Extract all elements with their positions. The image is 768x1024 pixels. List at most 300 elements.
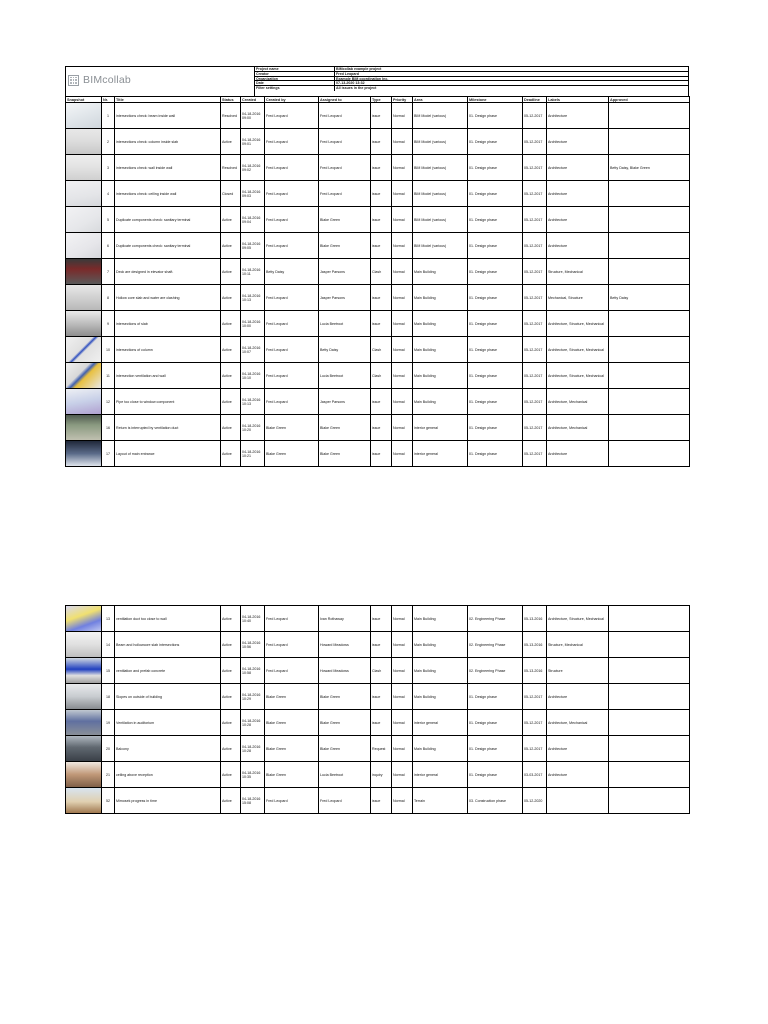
issue-assigned-to: Blake Green <box>319 441 371 467</box>
column-header: Snapshot <box>66 97 102 103</box>
issue-assigned-to: Lucia Beetroot <box>319 363 371 389</box>
created-time: 10:13 <box>242 401 251 406</box>
column-header: Nr. <box>102 97 115 103</box>
issue-created-by: Blake Green <box>265 762 319 788</box>
issue-approved <box>609 632 690 658</box>
issue-milestone: 01. Design phase <box>468 441 523 467</box>
issue-deadline: 05-12-2017 <box>523 337 547 363</box>
issue-type: issue <box>371 632 392 658</box>
snapshot-thumbnail[interactable] <box>66 285 101 310</box>
issue-title[interactable]: Return is interrupted by ventilation duct <box>115 415 221 441</box>
issue-created <box>241 207 265 233</box>
issue-milestone: 02. Engineering Phase <box>468 606 523 632</box>
issue-assigned-to: Blake Green <box>319 207 371 233</box>
column-header: Created <box>241 97 265 103</box>
issue-title[interactable]: Layout of main entrance <box>115 441 221 467</box>
issue-status: Active <box>221 762 241 788</box>
issue-title[interactable]: intersections check: beam inside wall <box>115 103 221 129</box>
snapshot-thumbnail[interactable] <box>66 129 101 154</box>
snapshot-thumbnail[interactable] <box>66 736 101 761</box>
snapshot-cell <box>66 311 102 337</box>
created-date: 04-18-2016 <box>242 267 261 272</box>
issue-type: issue <box>371 233 392 259</box>
issue-created-by: Fred Leopard <box>265 207 319 233</box>
issue-type: issue <box>371 441 392 467</box>
issue-priority: Normal <box>392 710 413 736</box>
snapshot-thumbnail[interactable] <box>66 658 101 683</box>
issue-approved <box>609 363 690 389</box>
issues-table-1 <box>65 96 690 467</box>
issue-created <box>241 441 265 467</box>
issue-priority: Normal <box>392 207 413 233</box>
snapshot-thumbnail[interactable] <box>66 389 101 414</box>
snapshot-cell <box>66 684 102 710</box>
issue-area: Main Building <box>413 363 468 389</box>
issue-deadline: 05-13-2016 <box>523 632 547 658</box>
issue-approved <box>609 606 690 632</box>
issue-approved <box>609 181 690 207</box>
issue-title[interactable]: Duplicate components check: sanitary terminal <box>115 207 221 233</box>
snapshot-thumbnail[interactable] <box>66 415 101 440</box>
table-row[interactable] <box>66 736 690 762</box>
issue-area: Main Building <box>413 311 468 337</box>
table-row[interactable] <box>66 658 690 684</box>
meta-value: All issues in the project <box>336 86 377 91</box>
issue-assigned-to: Howard Meadows <box>319 658 371 684</box>
issue-milestone: 01. Design phase <box>468 337 523 363</box>
issue-priority: Normal <box>392 285 413 311</box>
snapshot-thumbnail[interactable] <box>66 788 101 813</box>
issue-labels: Structure, Mechanical <box>547 259 609 285</box>
issue-title[interactable]: ventilation duct too close to wall <box>115 606 221 632</box>
issue-deadline: 05-12-2017 <box>523 710 547 736</box>
issue-milestone: 01. Design phase <box>468 259 523 285</box>
meta-value: 07-13-2020 13:32 <box>336 81 365 86</box>
issue-status: Active <box>221 788 241 814</box>
issue-title[interactable]: intersections of slab <box>115 311 221 337</box>
issue-area: BIM Model (various) <box>413 129 468 155</box>
issue-status: Resolved <box>221 103 241 129</box>
issue-title[interactable]: intersections check: ceiling inside wall <box>115 181 221 207</box>
issue-area: Main Building <box>413 658 468 684</box>
issue-area: Main Building <box>413 632 468 658</box>
issue-assigned-to: Jasper Parsons <box>319 259 371 285</box>
snapshot-thumbnail[interactable] <box>66 259 101 284</box>
issue-approved <box>609 736 690 762</box>
issue-priority: Normal <box>392 259 413 285</box>
issue-created-by: Fred Leopard <box>265 632 319 658</box>
issue-milestone: 01. Design phase <box>468 207 523 233</box>
issue-created <box>241 155 265 181</box>
issue-labels: Architecture <box>547 684 609 710</box>
issue-number: 17 <box>102 441 115 467</box>
table-row[interactable] <box>66 632 690 658</box>
issue-area: interior general <box>413 710 468 736</box>
issue-priority: Normal <box>392 311 413 337</box>
table-row[interactable] <box>66 788 690 814</box>
issue-status: Active <box>221 311 241 337</box>
issue-number: 16 <box>102 415 115 441</box>
snapshot-cell <box>66 103 102 129</box>
issue-deadline: 05-12-2017 <box>523 259 547 285</box>
issue-milestone: 02. Engineering Phase <box>468 658 523 684</box>
table-row[interactable] <box>66 129 690 155</box>
issue-deadline: 03-03-2017 <box>523 762 547 788</box>
issue-title[interactable]: Deck are designed in elevator shaft. <box>115 259 221 285</box>
table-row[interactable] <box>66 684 690 710</box>
created-time: 10:10 <box>242 375 251 380</box>
issue-labels: Mechanical, Structure <box>547 285 609 311</box>
issue-type: issue <box>371 606 392 632</box>
issue-created-by: Fred Leopard <box>265 103 319 129</box>
issue-title[interactable]: ceiling above reception <box>115 762 221 788</box>
issue-created <box>241 658 265 684</box>
snapshot-thumbnail[interactable] <box>66 606 101 631</box>
issue-title[interactable]: intersections of column <box>115 337 221 363</box>
created-date: 04-18-2016 <box>242 319 261 324</box>
issue-approved: Betty Daisy, Blake Green <box>609 155 690 181</box>
issue-title[interactable]: intersection ventilation and wall <box>115 363 221 389</box>
issue-type: issue <box>371 389 392 415</box>
created-time: 10:13 <box>242 297 251 302</box>
issue-area: BIM Model (various) <box>413 155 468 181</box>
created-date: 04-18-2016 <box>242 796 261 801</box>
issue-priority: Normal <box>392 441 413 467</box>
created-date: 04-18-2016 <box>242 423 261 428</box>
issue-status: Active <box>221 363 241 389</box>
issue-created-by: Blake Green <box>265 736 319 762</box>
snapshot-cell <box>66 337 102 363</box>
issue-created <box>241 606 265 632</box>
issue-created <box>241 311 265 337</box>
column-header: Assigned to <box>319 97 371 103</box>
snapshot-thumbnail[interactable] <box>66 233 101 258</box>
issue-assigned-to: Blake Green <box>319 684 371 710</box>
issue-priority: Normal <box>392 658 413 684</box>
issue-type: issue <box>371 788 392 814</box>
table-row[interactable] <box>66 259 690 285</box>
issue-approved <box>609 788 690 814</box>
snapshot-cell <box>66 441 102 467</box>
issue-status: Active <box>221 129 241 155</box>
created-date: 04-18-2016 <box>242 215 261 220</box>
report-page-1 <box>65 66 689 467</box>
issue-approved <box>609 415 690 441</box>
created-date: 04-18-2016 <box>242 371 261 376</box>
issue-created <box>241 389 265 415</box>
meta-key: Date <box>255 81 335 85</box>
issue-assigned-to: Blake Green <box>319 736 371 762</box>
issue-number: 4 <box>102 181 115 207</box>
issue-status: Active <box>221 441 241 467</box>
created-date: 04-18-2016 <box>242 692 261 697</box>
issue-milestone: 02. Engineering Phase <box>468 632 523 658</box>
bimcollab-logo-icon <box>68 75 79 86</box>
issue-title[interactable]: Duplicate components check: sanitary terminal <box>115 233 221 259</box>
issue-labels: Architecture <box>547 441 609 467</box>
issue-priority: Normal <box>392 103 413 129</box>
table-row[interactable] <box>66 389 690 415</box>
meta-key: Creator <box>255 72 335 76</box>
issue-title[interactable]: Mimosek progress in time <box>115 788 221 814</box>
issue-number: 9 <box>102 311 115 337</box>
issue-title[interactable]: Slopes on outside of building <box>115 684 221 710</box>
issue-milestone: 01. Design phase <box>468 684 523 710</box>
issue-labels: Architecture, Mechanical <box>547 710 609 736</box>
issue-type: Clash <box>371 337 392 363</box>
issue-created-by: Betty Daisy <box>265 259 319 285</box>
table-row[interactable] <box>66 762 690 788</box>
issue-title[interactable]: Ventilation in auditorium <box>115 710 221 736</box>
issue-type: issue <box>371 129 392 155</box>
table-row[interactable] <box>66 710 690 736</box>
table-row[interactable] <box>66 103 690 129</box>
table-row[interactable] <box>66 181 690 207</box>
created-date: 04-18-2016 <box>242 614 261 619</box>
created-date: 04-18-2016 <box>242 640 261 645</box>
column-header: Area <box>413 97 468 103</box>
issue-created <box>241 129 265 155</box>
issue-type: inquiry <box>371 762 392 788</box>
issue-area: Main Building <box>413 389 468 415</box>
issue-deadline: 05-12-2017 <box>523 285 547 311</box>
created-time: 10:11 <box>242 271 251 276</box>
table-row[interactable] <box>66 285 690 311</box>
issue-priority: Normal <box>392 736 413 762</box>
issue-labels: Architecture <box>547 181 609 207</box>
issue-area: interior general <box>413 762 468 788</box>
issue-area: BIM Model (various) <box>413 103 468 129</box>
created-time: 15:08 <box>242 800 251 805</box>
issue-area: BIM Model (various) <box>413 233 468 259</box>
issue-type: issue <box>371 181 392 207</box>
issue-title[interactable]: intersections check: column inside slab <box>115 129 221 155</box>
issue-number: 20 <box>102 736 115 762</box>
issue-title[interactable]: Hollow core slab and water are clashing <box>115 285 221 311</box>
table-row[interactable] <box>66 155 690 181</box>
report-page-2 <box>65 605 689 814</box>
issue-priority: Normal <box>392 129 413 155</box>
table-row[interactable] <box>66 337 690 363</box>
issue-area: BIM Model (various) <box>413 207 468 233</box>
issue-deadline: 05-12-2017 <box>523 181 547 207</box>
issue-labels: Structure <box>547 658 609 684</box>
table-row[interactable] <box>66 415 690 441</box>
issue-number: 12 <box>102 389 115 415</box>
issue-priority: Normal <box>392 337 413 363</box>
issue-approved <box>609 207 690 233</box>
table-row[interactable] <box>66 363 690 389</box>
issue-milestone: 01. Design phase <box>468 285 523 311</box>
issue-created-by: Fred Leopard <box>265 658 319 684</box>
snapshot-thumbnail[interactable] <box>66 103 101 128</box>
meta-key: Filter settings <box>255 86 335 91</box>
snapshot-thumbnail[interactable] <box>66 155 101 180</box>
snapshot-thumbnail[interactable] <box>66 207 101 232</box>
issue-priority: Normal <box>392 762 413 788</box>
issue-deadline: 05-12-2017 <box>523 736 547 762</box>
issue-deadline: 05-12-2017 <box>523 363 547 389</box>
issue-labels: Architecture <box>547 129 609 155</box>
issue-labels: Architecture, Mechanical <box>547 415 609 441</box>
issue-milestone: 01. Design phase <box>468 155 523 181</box>
snapshot-thumbnail[interactable] <box>66 311 101 336</box>
issue-deadline: 05-12-2017 <box>523 233 547 259</box>
issue-approved <box>609 441 690 467</box>
issue-labels: Architecture <box>547 207 609 233</box>
issue-status: Closed <box>221 181 241 207</box>
issue-created <box>241 363 265 389</box>
issue-deadline: 05-12-2017 <box>523 311 547 337</box>
issue-created-by: Blake Green <box>265 710 319 736</box>
created-time: 10:28 <box>242 748 251 753</box>
created-time: 09:05 <box>242 245 251 250</box>
issue-title[interactable]: Pipe too close to window component <box>115 389 221 415</box>
issue-number: 52 <box>102 788 115 814</box>
table-row[interactable] <box>66 233 690 259</box>
issue-labels: Architecture, Structure, Mechanical <box>547 363 609 389</box>
issue-area: BIM Model (various) <box>413 181 468 207</box>
issue-status: Active <box>221 233 241 259</box>
created-time: 10:56 <box>242 644 251 649</box>
issue-status: Active <box>221 684 241 710</box>
issue-status: Active <box>221 285 241 311</box>
snapshot-cell <box>66 415 102 441</box>
issue-title[interactable]: Balcony <box>115 736 221 762</box>
issue-priority: Normal <box>392 788 413 814</box>
issue-priority: Normal <box>392 684 413 710</box>
issue-created <box>241 415 265 441</box>
snapshot-thumbnail[interactable] <box>66 337 101 362</box>
snapshot-cell <box>66 658 102 684</box>
issue-created-by: Fred Leopard <box>265 337 319 363</box>
issue-milestone: 01. Design phase <box>468 129 523 155</box>
issue-deadline: 05-12-2017 <box>523 441 547 467</box>
issue-labels <box>547 788 609 814</box>
issue-area: interior general <box>413 415 468 441</box>
issue-approved <box>609 762 690 788</box>
issue-assigned-to: Ivan Rothaway <box>319 606 371 632</box>
issue-status: Active <box>221 259 241 285</box>
issue-approved <box>609 710 690 736</box>
issue-deadline: 05-12-2017 <box>523 684 547 710</box>
issue-created-by: Blake Green <box>265 415 319 441</box>
created-date: 04-18-2016 <box>242 449 261 454</box>
issue-assigned-to: Fred Leopard <box>319 181 371 207</box>
issue-deadline: 05-12-2020 <box>523 788 547 814</box>
issue-approved <box>609 259 690 285</box>
created-time: 10:20 <box>242 427 251 432</box>
snapshot-cell <box>66 233 102 259</box>
created-time: 09:01 <box>242 141 251 146</box>
issue-milestone: 01. Design phase <box>468 181 523 207</box>
issue-status: Active <box>221 606 241 632</box>
issue-approved <box>609 337 690 363</box>
meta-key: Organization <box>255 77 335 81</box>
issue-milestone: 01. Design phase <box>468 415 523 441</box>
issue-priority: Normal <box>392 606 413 632</box>
created-date: 04-18-2016 <box>242 718 261 723</box>
snapshot-cell <box>66 155 102 181</box>
issue-title[interactable]: Beam and hollowcore slab intersections <box>115 632 221 658</box>
issue-priority: Normal <box>392 181 413 207</box>
issue-deadline: 05-12-2017 <box>523 129 547 155</box>
created-time: 10:07 <box>242 349 251 354</box>
issue-status: Active <box>221 337 241 363</box>
created-date: 04-18-2016 <box>242 770 261 775</box>
issue-deadline: 05-12-2017 <box>523 103 547 129</box>
snapshot-thumbnail[interactable] <box>66 441 101 466</box>
issue-status: Active <box>221 415 241 441</box>
created-time: 09:00 <box>242 115 251 120</box>
issue-area: Main Building <box>413 606 468 632</box>
issue-approved <box>609 684 690 710</box>
table-row[interactable] <box>66 441 690 467</box>
snapshot-cell <box>66 285 102 311</box>
issue-title[interactable]: ventilation and prefab concrete <box>115 658 221 684</box>
issue-number: 7 <box>102 259 115 285</box>
issue-created <box>241 684 265 710</box>
created-date: 04-18-2016 <box>242 163 261 168</box>
issue-priority: Normal <box>392 155 413 181</box>
issue-milestone: 01. Design phase <box>468 363 523 389</box>
issue-number: 6 <box>102 233 115 259</box>
table-row[interactable] <box>66 606 690 632</box>
table-row[interactable] <box>66 207 690 233</box>
snapshot-cell <box>66 632 102 658</box>
issue-assigned-to: Blake Green <box>319 233 371 259</box>
issue-area: interior general <box>413 441 468 467</box>
created-date: 04-18-2016 <box>242 345 261 350</box>
snapshot-cell <box>66 181 102 207</box>
issue-number: 21 <box>102 762 115 788</box>
issue-approved <box>609 311 690 337</box>
created-time: 09:03 <box>242 193 251 198</box>
snapshot-cell <box>66 788 102 814</box>
created-time: 10:58 <box>242 670 251 675</box>
issues-table-2 <box>65 605 690 814</box>
issue-type: Clash <box>371 658 392 684</box>
issue-priority: Normal <box>392 363 413 389</box>
issue-created <box>241 762 265 788</box>
snapshot-cell <box>66 207 102 233</box>
issue-number: 10 <box>102 337 115 363</box>
table-row[interactable] <box>66 311 690 337</box>
issue-type: issue <box>371 311 392 337</box>
issue-number: 14 <box>102 632 115 658</box>
column-header: Priority <box>392 97 413 103</box>
issue-title[interactable]: intersections check: wall inside wall <box>115 155 221 181</box>
issue-priority: Normal <box>392 389 413 415</box>
issue-created-by: Blake Green <box>265 684 319 710</box>
snapshot-thumbnail[interactable] <box>66 762 101 787</box>
issue-assigned-to: Blake Green <box>319 415 371 441</box>
snapshot-thumbnail[interactable] <box>66 684 101 709</box>
snapshot-thumbnail[interactable] <box>66 710 101 735</box>
snapshot-thumbnail[interactable] <box>66 181 101 206</box>
issue-approved <box>609 389 690 415</box>
issue-assigned-to: Fred Leopard <box>319 129 371 155</box>
issue-type: Clash <box>371 259 392 285</box>
created-time: 10:21 <box>242 453 251 458</box>
snapshot-thumbnail[interactable] <box>66 363 101 388</box>
issue-area: Main Building <box>413 684 468 710</box>
issue-type: issue <box>371 103 392 129</box>
issue-number: 13 <box>102 606 115 632</box>
report-header <box>65 66 689 96</box>
snapshot-thumbnail[interactable] <box>66 632 101 657</box>
created-date: 04-18-2016 <box>242 397 261 402</box>
